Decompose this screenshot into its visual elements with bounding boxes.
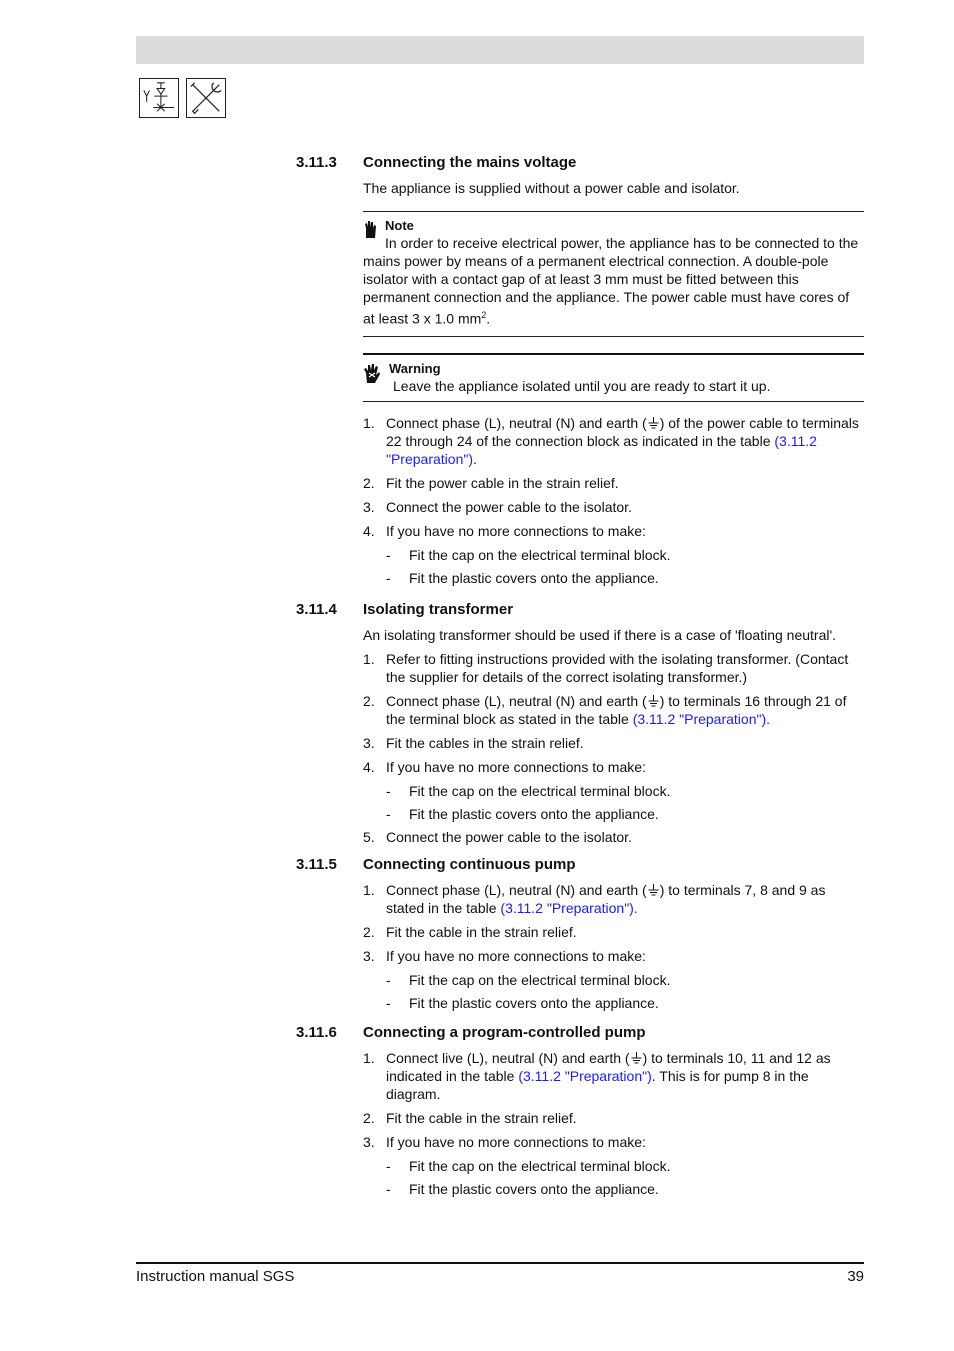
list-item [363, 994, 864, 1012]
step-number: 2. [363, 474, 375, 491]
section-number: 3.11.4 [296, 600, 337, 618]
steps-list [363, 414, 864, 540]
sub-text: Fit the plastic covers onto the appliance. [409, 805, 659, 822]
earth-symbol-icon [647, 694, 660, 708]
note-superscript: 2 [481, 310, 487, 320]
steps-list [363, 650, 864, 776]
sub-text: Fit the cap on the electrical terminal block. [409, 971, 671, 988]
step-text: . This is for pump 8 in the diagram. [386, 1067, 809, 1102]
tools-icon [186, 78, 226, 118]
dash: - [386, 1180, 391, 1197]
list-item [363, 692, 864, 728]
section-heading [296, 599, 864, 621]
sub-list [363, 782, 864, 823]
sub-text: Fit the plastic covers onto the appliance. [409, 1180, 659, 1197]
list-item [363, 414, 864, 468]
dash: - [386, 994, 391, 1011]
list-item [363, 546, 864, 564]
step-text: Refer to fitting instructions provided with the isolating transformer. (Contact the supplier for details of the correct isolating transformer.) [386, 650, 849, 685]
section-title: Isolating transformer [363, 600, 514, 618]
step-text: Fit the cables in the strain relief. [386, 734, 584, 751]
sub-text: Fit the plastic covers onto the appliance. [409, 569, 659, 586]
list-item [363, 522, 864, 540]
footer-manual-title: Instruction manual SGS [136, 1268, 295, 1285]
step-text: ) to terminals 10, 11 and 12 as indicated in the table [386, 1049, 831, 1084]
section-3-11-3 [296, 152, 864, 587]
note-text-end: . [486, 310, 491, 327]
step-text: Connect live (L), neutral (N) and earth ( [386, 1049, 630, 1066]
earth-symbol-icon [630, 1051, 643, 1065]
header-bar [136, 36, 864, 64]
sub-text: Fit the cap on the electrical terminal block. [409, 1157, 671, 1174]
list-item [363, 1157, 864, 1175]
preparation-link[interactable]: (3.11.2 "Preparation"). [500, 899, 638, 916]
note-title: Note [385, 218, 414, 233]
section-3-11-4 [296, 599, 864, 846]
list-item [363, 758, 864, 776]
step-number: 3. [363, 947, 375, 964]
step-number: 2. [363, 692, 375, 709]
step-number: 4. [363, 522, 375, 539]
warning-box [363, 353, 864, 402]
step-text: Connect the power cable to the isolator. [386, 828, 632, 845]
list-item [363, 947, 864, 965]
step-number: 1. [363, 414, 375, 431]
note-hand-icon [363, 220, 377, 241]
step-text: Fit the cable in the strain relief. [386, 1109, 577, 1126]
step-text: ) of the power cable to terminals 22 through 24 of the connection block as indicated in the table [386, 414, 859, 449]
content [296, 152, 864, 1203]
preparation-link[interactable]: (3.11.2 "Preparation") [518, 1067, 652, 1084]
list-item [363, 782, 864, 800]
section-title: Connecting a program-controlled pump [363, 1023, 646, 1041]
list-item [363, 881, 864, 917]
step-text: ) to terminals 7, 8 and 9 as stated in the table [386, 881, 826, 916]
step-number: 4. [363, 758, 375, 775]
step-number: 2. [363, 1109, 375, 1126]
step-number: 1. [363, 881, 375, 898]
dash: - [386, 805, 391, 822]
sub-text: Fit the plastic covers onto the appliance. [409, 994, 659, 1011]
list-item [363, 805, 864, 823]
list-item [363, 569, 864, 587]
sub-list [363, 1157, 864, 1198]
section-3-11-5 [296, 854, 864, 1012]
list-item [363, 1049, 864, 1103]
sub-list [363, 546, 864, 587]
list-item [363, 828, 864, 846]
section-intro: The appliance is supplied without a power cable and isolator. [363, 180, 740, 196]
step-text: Fit the power cable in the strain relief. [386, 474, 619, 491]
preparation-link[interactable]: (3.11.2 "Preparation") [386, 432, 817, 467]
list-item [363, 734, 864, 752]
section-title: Connecting the mains voltage [363, 154, 577, 171]
steps-list [363, 881, 864, 965]
note-box [363, 211, 864, 337]
warning-title: Warning [389, 360, 441, 376]
installation-schematic-icon [139, 78, 179, 118]
step-text: Connect the power cable to the isolator. [386, 498, 632, 515]
section-intro: An isolating transformer should be used if there is a case of 'floating neutral'. [363, 626, 837, 643]
sub-list [363, 971, 864, 1012]
section-heading [296, 854, 864, 876]
section-number: 3.11.6 [296, 1023, 337, 1041]
warning-text: Leave the appliance isolated until you are ready to start it up. [393, 377, 771, 394]
list-item [363, 923, 864, 941]
earth-symbol-icon [647, 883, 660, 897]
step-number: 2. [363, 923, 375, 940]
steps-list [363, 828, 864, 846]
step-number: 5. [363, 828, 375, 845]
dash: - [386, 1157, 391, 1174]
note-text [363, 234, 864, 328]
section-number: 3.11.3 [296, 154, 337, 171]
list-item [363, 971, 864, 989]
section-heading [296, 1022, 864, 1044]
step-number: 1. [363, 650, 375, 667]
preparation-link[interactable]: (3.11.2 "Preparation"). [632, 710, 771, 727]
step-text: If you have no more connections to make: [386, 758, 646, 775]
steps-list [363, 1049, 864, 1151]
step-number: 3. [363, 498, 375, 515]
footer-page-number: 39 [847, 1268, 864, 1285]
step-text: If you have no more connections to make: [386, 947, 646, 964]
footer-divider [136, 1262, 864, 1264]
note-text-rest: mains power by means of a permanent electrical connection. A double-pole isolator with a contact gap of at least 3 mm must be fitted between this permanent connection and the appliance. The power cable must have cores of at least 3 x 1.0 mm [363, 253, 850, 327]
section-heading [296, 152, 864, 174]
step-text: Connect phase (L), neutral (N) and earth ( [386, 692, 647, 709]
sub-text: Fit the cap on the electrical terminal block. [409, 546, 671, 563]
section-number: 3.11.5 [296, 855, 337, 873]
warning-hand-icon [363, 363, 381, 386]
step-number: 3. [363, 1133, 375, 1150]
step-text: Connect phase (L), neutral (N) and earth ( [386, 414, 647, 431]
list-item [363, 1180, 864, 1198]
step-text: ) to terminals 16 through 21 of the terminal block as stated in the table [386, 692, 847, 727]
step-number: 1. [363, 1049, 375, 1066]
list-item [363, 498, 864, 516]
sub-text: Fit the cap on the electrical terminal block. [409, 782, 671, 799]
dash: - [386, 971, 391, 988]
earth-symbol-icon [647, 416, 660, 430]
list-item [363, 1109, 864, 1127]
dash: - [386, 782, 391, 799]
list-item [363, 1133, 864, 1151]
dash: - [386, 569, 391, 586]
section-3-11-6 [296, 1022, 864, 1198]
dash: - [386, 546, 391, 563]
step-number: 3. [363, 734, 375, 751]
step-text: If you have no more connections to make: [386, 522, 646, 539]
step-text: Fit the cable in the strain relief. [386, 923, 577, 940]
section-title: Connecting continuous pump [363, 855, 576, 873]
step-text: If you have no more connections to make: [386, 1133, 646, 1150]
list-item [363, 650, 864, 686]
note-text-line1: In order to receive electrical power, the appliance has to be connected to the [385, 235, 859, 251]
step-text: . [472, 450, 477, 467]
list-item [363, 474, 864, 492]
step-text: Connect phase (L), neutral (N) and earth ( [386, 881, 647, 898]
